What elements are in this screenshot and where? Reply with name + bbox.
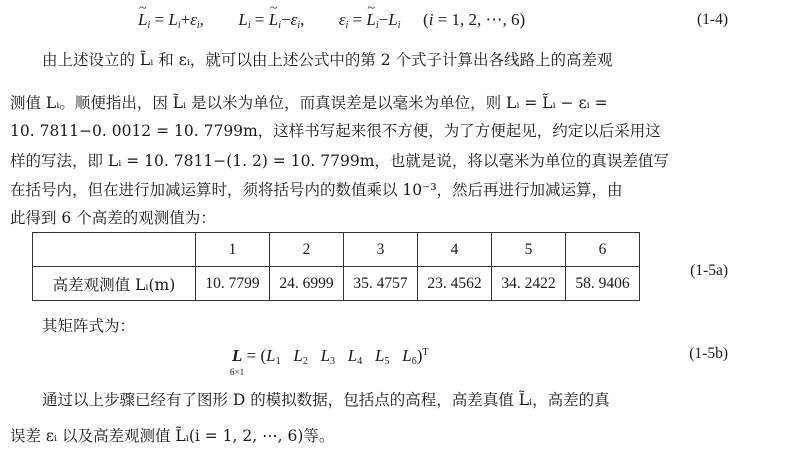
paragraph1-line6: 此得到 6 个高差的观测值为：	[10, 209, 216, 227]
table-cell: 24. 6999	[270, 267, 344, 301]
matrix-intro: 其矩阵式为：	[42, 317, 136, 335]
observation-table	[32, 232, 640, 301]
table-cell: 58. 9406	[566, 267, 640, 301]
table-cell: 34. 2422	[492, 267, 566, 301]
equation-1-4-condition: (i = 1, 2, ⋯, 6)	[423, 10, 526, 29]
table-header-cell: 1	[196, 233, 270, 267]
matrix-rhs: = ($L_1$ $L_2$ $L_3$ $L_4$ $L_5$ $L_6)^T$	[246, 346, 429, 367]
equation-1-4-part3: $\varepsilon_i$ = ~ $L_i-L_i$	[339, 10, 401, 29]
paragraph1-line1: 由上述设立的 L̃ᵢ 和 εᵢ，就可以由上述公式中的第 2 个式子计算出各线路上的高差观	[42, 51, 613, 69]
equation-number-1-5b: (1-5b)	[689, 345, 728, 362]
table-header-cell: 6	[566, 233, 640, 267]
paragraph1-line5: 在括号内，但在进行加减运算时，须将括号内的数值乘以 10⁻³，然后再进行加减运算，由	[10, 181, 623, 199]
equation-number-1-4: (1-4)	[697, 11, 728, 28]
table-row	[33, 267, 640, 301]
table-row-label: 高差观测值 Lᵢ(m)	[33, 267, 196, 301]
paragraph2-line1: 通过以上步骤已经有了图形 D 的模拟数据，包括点的高程，高差真值 L̃ᵢ，高差的真	[42, 391, 610, 409]
table-header-cell: 5	[492, 233, 566, 267]
table-cell: 10. 7799	[196, 267, 270, 301]
paragraph1-line3: 10. 7811−0. 0012 = 10. 7799m，这样书写起来很不方便，为了方便起见，约定以后采用这	[10, 122, 661, 140]
paragraph1-line2: 测值 Lᵢ。顺便指出，因 L̃ᵢ 是以米为单位，而真误差是以毫米为单位，则 Lᵢ = L̃ᵢ − εᵢ =	[10, 94, 608, 112]
table-header-cell: 3	[344, 233, 418, 267]
paragraph1-line4: 样的写法，即 Lᵢ = 10. 7811−(1. 2) = 10. 7799m，也就是说，将以毫米为单位的真误差值写	[10, 152, 669, 170]
equation-1-5b	[230, 342, 429, 377]
equation-1-4-part1: ~ $L_i = L_i+\varepsilon_i$,	[138, 10, 204, 29]
paragraph2-line2: 误差 εᵢ 以及高差观测值 L̃ᵢ(i = 1, 2, ⋯, 6)等。	[10, 427, 335, 445]
matrix-dimension: 6×1	[230, 367, 245, 377]
equation-number-1-5a: (1-5a)	[690, 262, 728, 279]
table-cell: 23. 4562	[418, 267, 492, 301]
equation-1-4	[138, 9, 525, 37]
table-header-cell	[33, 233, 196, 267]
matrix-symbol: L	[232, 346, 243, 365]
equation-1-4-part2: $L_i$ = ~ $L_i-\varepsilon_i$,	[238, 10, 304, 29]
table-cell: 35. 4757	[344, 267, 418, 301]
table-header-cell: 2	[270, 233, 344, 267]
table-header-cell: 4	[418, 233, 492, 267]
table-header-row	[33, 233, 640, 267]
